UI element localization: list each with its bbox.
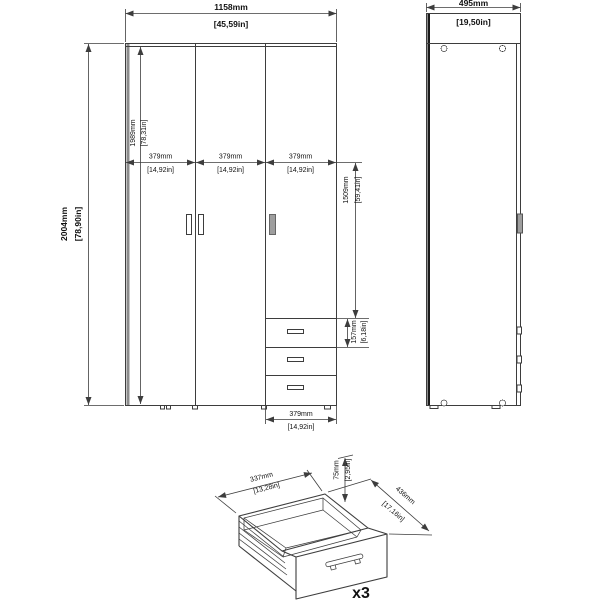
foot — [430, 406, 438, 409]
dim-door1-mm: 379mm — [148, 153, 173, 161]
dim-front-height-mm: 2004mm — [59, 206, 69, 242]
side-drawer-handle-2 — [517, 356, 522, 363]
dim-interior-height-in: [78,31in] — [141, 119, 148, 147]
dim-upper-section-in: [59,41in] — [355, 176, 362, 204]
foot — [167, 406, 171, 410]
dim-front-height-in: [78,90in] — [73, 206, 83, 242]
side-view — [427, 14, 523, 409]
dim-door3-in: [14,92in] — [287, 167, 314, 174]
dim-drawer-height-mm: 157mm — [351, 320, 358, 344]
side-view-outline — [427, 14, 521, 406]
door-handle-right — [270, 215, 276, 235]
dim-front-width-mm: 1158mm — [214, 2, 248, 12]
dim-upper-section-mm: 1509mm — [343, 176, 350, 204]
dim-drawer-inner-width-in: [13,28in] — [252, 481, 281, 496]
drawer-handle-3 — [288, 386, 304, 390]
cam-hole — [441, 46, 447, 52]
front-view-outline — [126, 44, 337, 406]
foot — [325, 406, 331, 410]
dim-drawer-height-in: [6,18in] — [361, 320, 368, 344]
dim-door2-mm: 379mm — [218, 153, 243, 161]
side-drawer-handle-1 — [517, 327, 522, 334]
dim-drawer-inner-height-mm: 75mm — [333, 460, 341, 480]
cam-hole — [500, 46, 506, 52]
drawer-quantity-label: x3 — [352, 585, 370, 600]
dim-interior-height-mm: 1989mm — [130, 119, 137, 147]
drawer-detail — [215, 455, 432, 600]
side-door-handle — [518, 214, 523, 233]
foot — [161, 406, 165, 410]
door-handle-left — [187, 215, 192, 235]
dim-drawer-width-mm: 379mm — [289, 411, 313, 418]
dim-side-depth-in: [19,50in] — [456, 17, 491, 27]
foot — [492, 406, 500, 409]
side-drawer-handle-3 — [517, 385, 522, 392]
dim-side-depth-mm: 495mm — [458, 0, 489, 8]
cam-hole — [441, 400, 447, 406]
drawer-handle-2 — [288, 358, 304, 362]
dim-drawer-depth-in: [17,16in] — [380, 500, 406, 524]
dim-door3-mm: 379mm — [288, 153, 313, 161]
cam-hole — [500, 400, 506, 406]
foot — [193, 406, 198, 410]
dim-front-width-in: [45,59in] — [213, 19, 249, 29]
dim-drawer-depth-mm: 436mm — [393, 485, 417, 507]
dim-door2-in: [14,92in] — [217, 167, 244, 174]
front-view — [126, 44, 337, 410]
dim-drawer-inner-height-in: [2,95in] — [345, 458, 352, 482]
drawer-handle-1 — [288, 330, 304, 334]
dim-drawer-inner-width-mm: 337mm — [249, 471, 274, 484]
dim-drawer-width-in: [14,92in] — [287, 424, 315, 431]
door-handle-middle — [199, 215, 204, 235]
dim-door1-in: [14,92in] — [147, 167, 174, 174]
